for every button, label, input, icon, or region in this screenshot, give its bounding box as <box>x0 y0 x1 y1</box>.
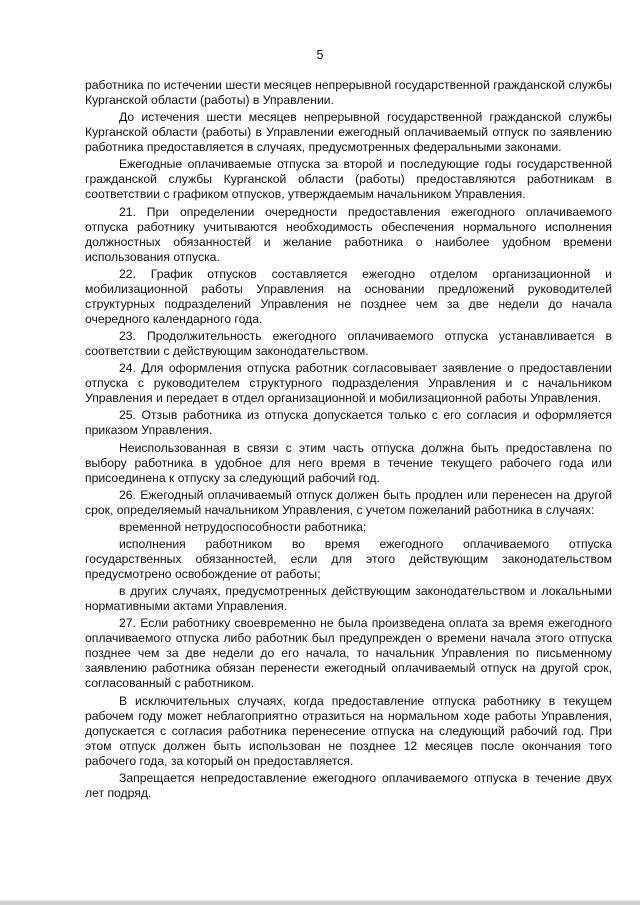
clause-21: 21. При определении очередности предоставления ежегодного оплачиваемого отпуска работнику учитываются необходимость обеспечения нормального исполнения должностных обязанностей и желание работника о наиболее удобном времени использования отпуска. <box>85 204 612 264</box>
page-bottom-edge <box>0 901 640 905</box>
clause-27: 27. Если работнику своевременно не была произведена оплата за время ежегодного оплачиваемого отпуска либо работник был предупрежден о времени начала этого отпуска позднее чем за две недели до его начала, то начальник Управления по письменному заявлению работника обязан перенести ежегодный оплачиваемый отпуск на другой срок, согласованный с работником. <box>85 616 612 691</box>
paragraph-unused-leave: Неиспользованная в связи с этим часть отпуска должна быть предоставлена по выбору работника в удобное для него время в течение текущего рабочего года или присоединена к отпуску за следующий рабочий год. <box>85 440 612 485</box>
list-item-other-cases: в других случаях, предусмотренных действующим законодательством и локальными нормативными актами Управления. <box>85 584 612 614</box>
page-number: 5 <box>316 48 324 62</box>
clause-25: 25. Отзыв работника из отпуска допускается только с его согласия и оформляется приказом Управления. <box>85 408 612 438</box>
list-item-disability: временной нетрудоспособности работника; <box>119 519 367 534</box>
paragraph-before-six-months: До истечения шести месяцев непрерывной государственной гражданской службы Курганской области (работы) в Управлении ежегодный оплачиваемый отпуск по заявлению работника предоставляется в случаях, предусмотренных федеральными законами. <box>85 110 612 155</box>
clause-24: 24. Для оформления отпуска работник согласовывает заявление о предоставлении отпуска с руководителем структурного подразделения Управления и с начальником Управления и передает в отдел организационной и мобилизационной работы Управления. <box>85 361 612 406</box>
clause-23: 23. Продолжительность ежегодного оплачиваемого отпуска устанавливается в соответствии с действующим законодательством. <box>85 328 612 358</box>
paragraph-continuation: работника по истечении шести месяцев непрерывной государственной гражданской службы Курганской области (работы) в Управлении. <box>85 78 612 107</box>
paragraph-prohibition: Запрещается непредоставление ежегодного оплачиваемого отпуска в течение двух лет подряд. <box>85 770 612 800</box>
clause-22: 22. График отпусков составляется ежегодно отделом организационной и мобилизационной работы Управления на основании предложений руководителей структурных подразделений Управления не позднее чем за две недели до начала очередного календарного года. <box>85 266 612 326</box>
paragraph-exceptional-cases: В исключительных случаях, когда предоставление отпуска работнику в текущем рабочем году может неблагоприятно отразиться на нормальном ходе работы Управления, допускается с согласия работника перенесение отпуска на следующий рабочий год. При этом отпуск должен быть использован не позднее 12 месяцев после окончания того рабочего года, за который он предоставляется. <box>85 693 612 768</box>
clause-26: 26. Ежегодный оплачиваемый отпуск должен быть продлен или перенесен на другой срок, определяемый начальником Управления, с учетом пожеланий работника в случаях: <box>85 487 612 517</box>
list-item-state-duties: исполнения работником во время ежегодного оплачиваемого отпуска государственных обязанностей, если для этого действующим законодательством предусмотрено освобождение от работы; <box>85 537 612 582</box>
document-body <box>85 78 612 803</box>
paragraph-second-year-leave: Ежегодные оплачиваемые отпуска за второй и последующие годы государственной гражданской службы Курганской области (работы) предоставляются работникам в соответствии с графиком отпусков, утверждаемым начальником Управления. <box>85 157 612 202</box>
